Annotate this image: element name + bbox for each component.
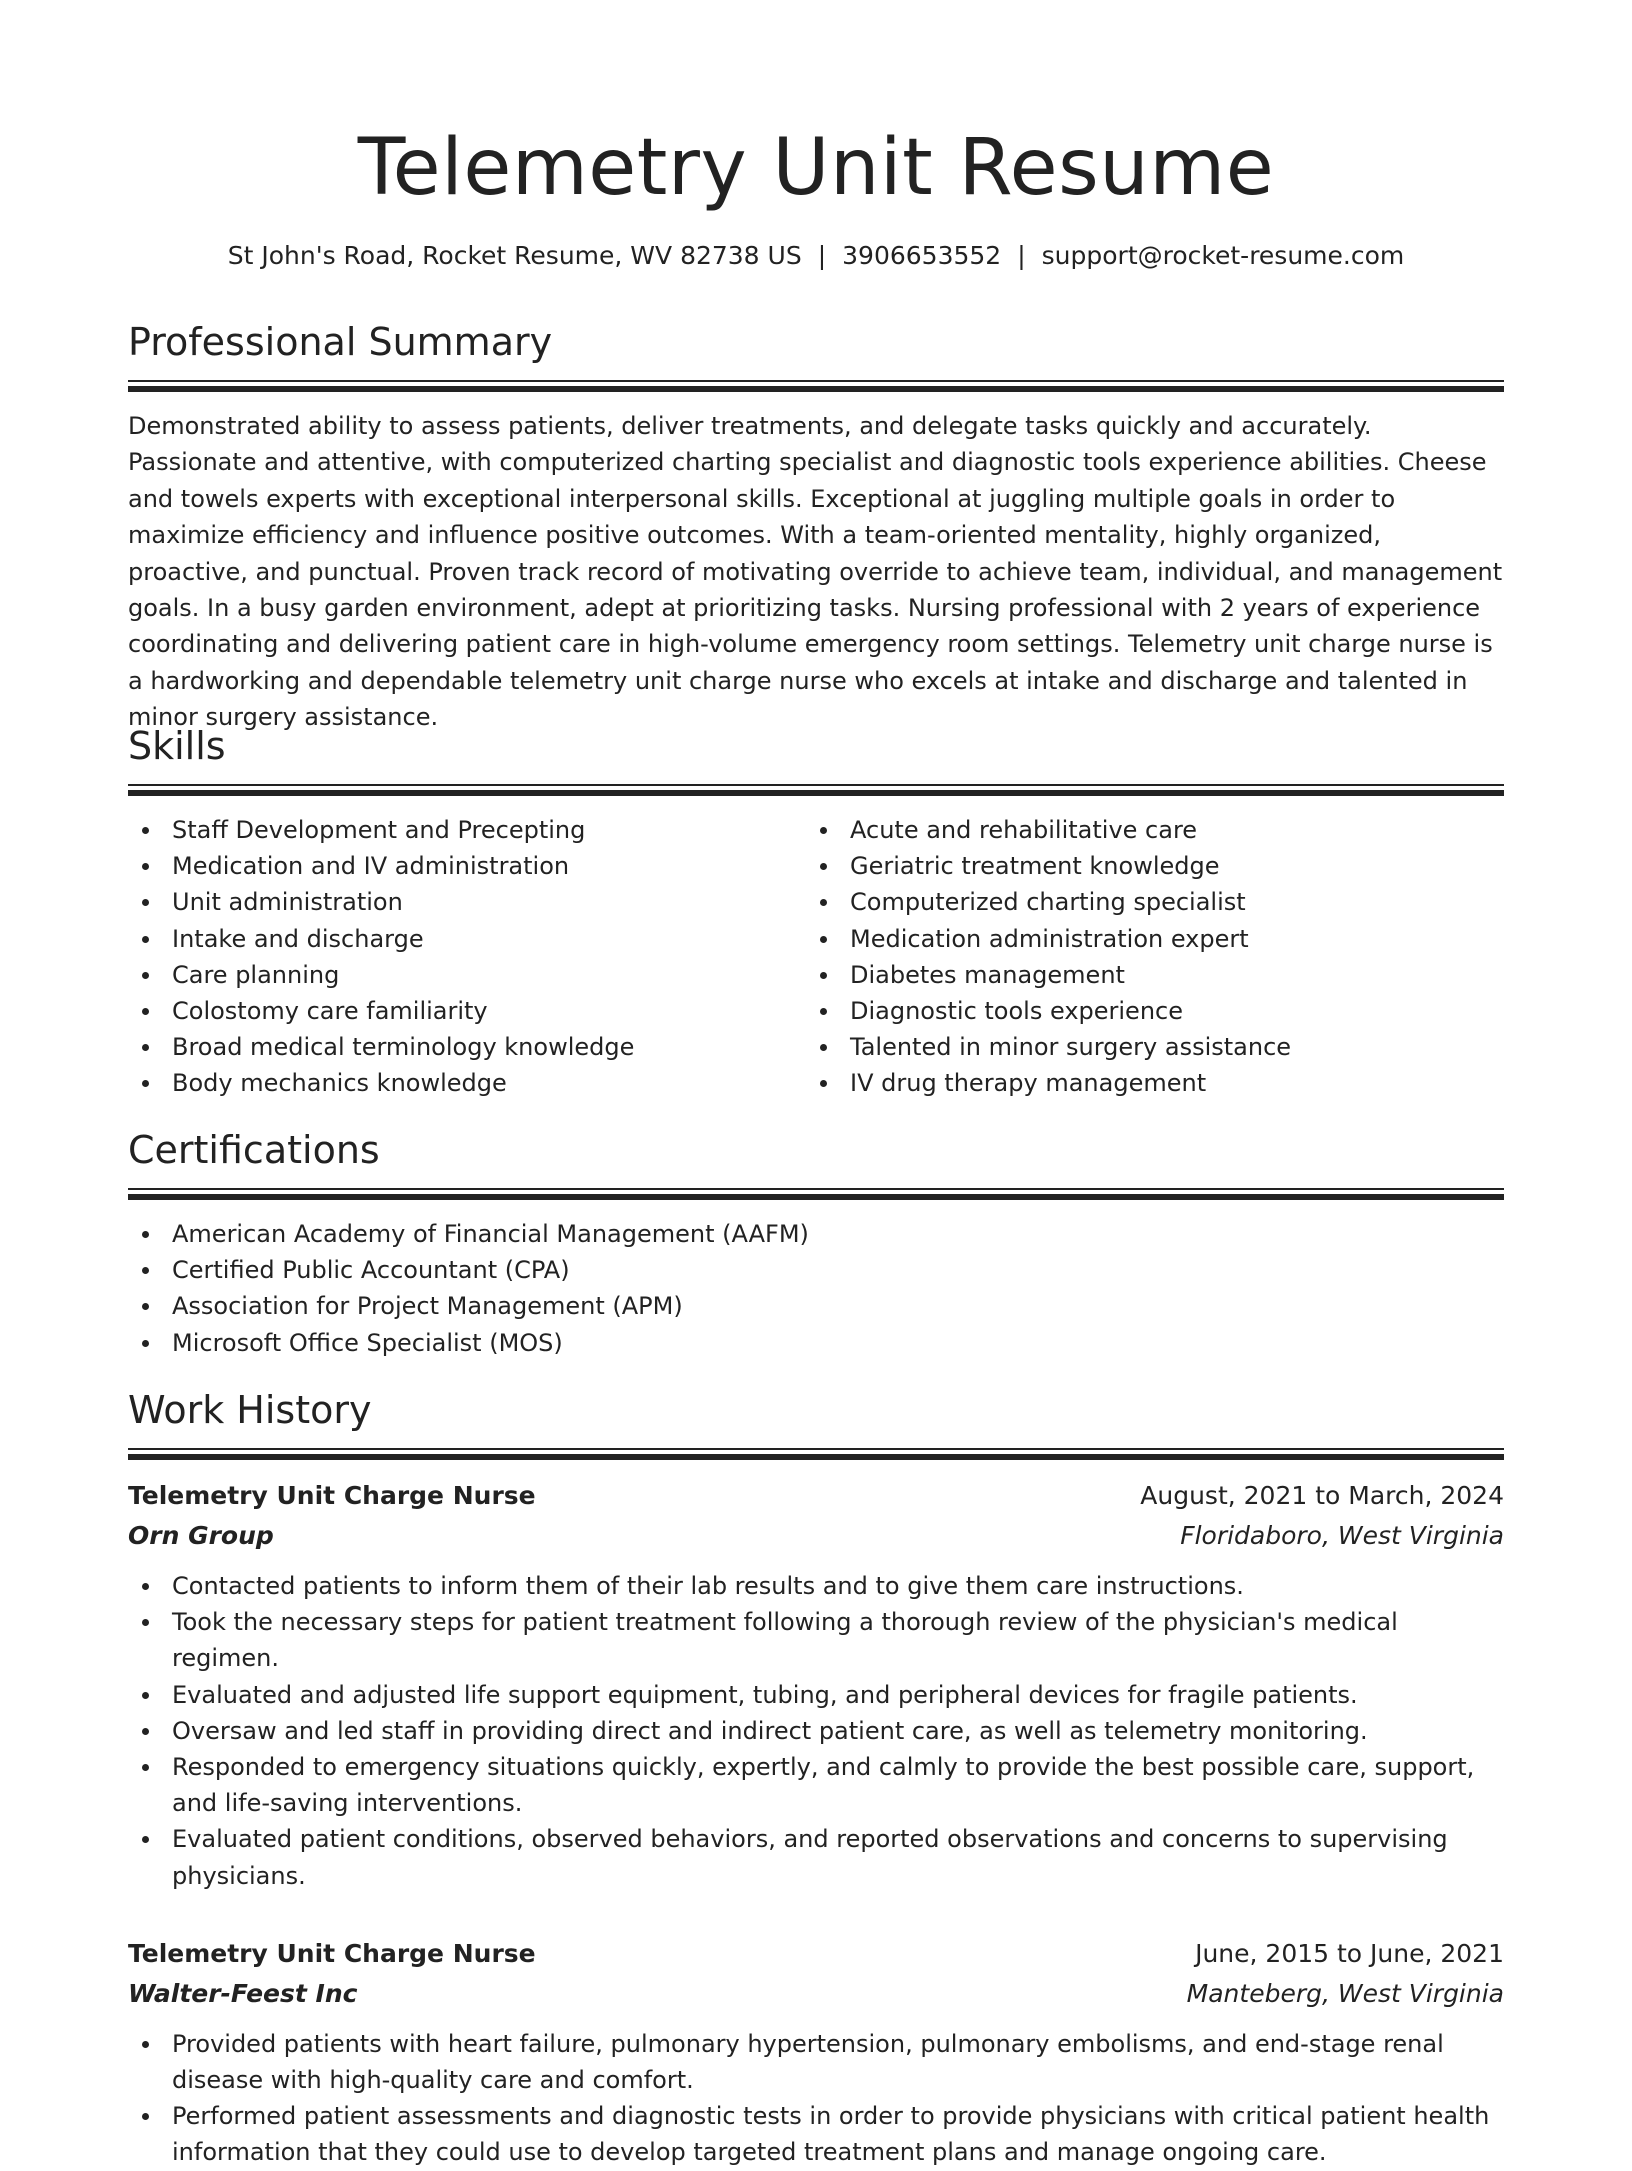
job-entry bbox=[128, 1934, 1504, 2171]
job-bullet: Responded to emergency situations quickly, expertly, and calmly to provide the best possible care, support, and life-saving interventions. bbox=[128, 1749, 1504, 1821]
section-divider bbox=[128, 1448, 1504, 1460]
job-subheader bbox=[128, 1974, 1504, 2014]
company-name: Orn Group bbox=[128, 1521, 274, 1550]
phone: 3906653552 bbox=[842, 241, 1002, 270]
job-bullets bbox=[128, 1568, 1504, 1894]
skill-item: Body mechanics knowledge bbox=[128, 1065, 806, 1101]
separator: | bbox=[1017, 241, 1026, 270]
summary-text: Demonstrated ability to assess patients, deliver treatments, and delegate tasks quickly and accurately. Passionate and attentive, with computerized charting specialist and diagnostic tools experience abilities. Cheese and towels experts with exceptional interpersonal skills. Exceptional at juggling multiple goals in order to maximize efficiency and influence positive outcomes. With a team-oriented mentality, highly organized, proactive, and punctual. Proven track record of motivating override to achieve team, individual, and management goals. In a busy garden environment, adept at prioritizing tasks. Nursing professional with 2 years of experience coordinating and delivering patient care in high-volume emergency room settings. Telemetry unit charge nurse is a hardworking and dependable telemetry unit charge nurse who excels at intake and discharge and talented in minor surgery assistance. bbox=[128, 412, 1503, 732]
section-heading: Work History bbox=[128, 1388, 372, 1432]
job-entry bbox=[128, 1476, 1504, 1894]
job-title: Telemetry Unit Charge Nurse bbox=[128, 1481, 536, 1510]
skill-item: Medication administration expert bbox=[806, 921, 1484, 957]
certification-item: American Academy of Financial Management (AAFM) bbox=[128, 1216, 1504, 1252]
email-link[interactable]: support@rocket-resume.com bbox=[1041, 241, 1405, 270]
separator: | bbox=[817, 241, 827, 270]
job-dates: June, 2015 to June, 2021 bbox=[1195, 1938, 1504, 1968]
certifications-list bbox=[128, 1216, 1504, 1361]
job-title: Telemetry Unit Charge Nurse bbox=[128, 1938, 536, 1968]
skill-item: Computerized charting specialist bbox=[806, 884, 1484, 920]
skill-item: Staff Development and Precepting bbox=[128, 812, 806, 848]
skill-item: Diagnostic tools experience bbox=[806, 993, 1484, 1029]
job-bullet: Performed patient assessments and diagnostic tests in order to provide physicians with critical patient health information that they could use to develop targeted treatment plans and manage ongoing care. bbox=[128, 2098, 1504, 2170]
skill-item: Medication and IV administration bbox=[128, 848, 806, 884]
certification-item: Certified Public Accountant (CPA) bbox=[128, 1252, 1504, 1288]
certifications-section bbox=[128, 1126, 1504, 1361]
address: St John's Road, Rocket Resume, WV 82738 US bbox=[227, 241, 802, 270]
skill-item: Talented in minor surgery assistance bbox=[806, 1029, 1484, 1065]
job-location: Floridaboro, West Virginia bbox=[1180, 1521, 1504, 1550]
skill-item: Unit administration bbox=[128, 884, 806, 920]
section-heading: Professional Summary bbox=[128, 320, 553, 364]
skill-item: IV drug therapy management bbox=[806, 1065, 1484, 1101]
summary-section bbox=[128, 318, 1504, 736]
skill-item: Broad medical terminology knowledge bbox=[128, 1029, 806, 1065]
skills-list-right bbox=[806, 812, 1484, 1102]
work-history-section bbox=[128, 1386, 1504, 2171]
skills-list-left bbox=[128, 812, 806, 1102]
section-heading: Skills bbox=[128, 724, 226, 768]
certification-item: Association for Project Management (APM) bbox=[128, 1288, 1504, 1324]
job-bullet: Provided patients with heart failure, pulmonary hypertension, pulmonary embolisms, and end-stage renal disease with high-quality care and comfort. bbox=[128, 2026, 1504, 2098]
contact-line bbox=[128, 238, 1504, 274]
job-bullet: Evaluated patient conditions, observed behaviors, and reported observations and concerns to supervising physicians. bbox=[128, 1821, 1504, 1893]
job-dates: August, 2021 to March, 2024 bbox=[1140, 1481, 1504, 1510]
skill-item: Geriatric treatment knowledge bbox=[806, 848, 1484, 884]
skill-item: Diabetes management bbox=[806, 957, 1484, 993]
skill-item: Colostomy care familiarity bbox=[128, 993, 806, 1029]
job-bullets bbox=[128, 2026, 1504, 2171]
section-divider bbox=[128, 380, 1504, 392]
certification-item: Microsoft Office Specialist (MOS) bbox=[128, 1325, 1504, 1361]
skills-columns bbox=[128, 812, 1504, 1102]
job-bullet: Evaluated and adjusted life support equipment, tubing, and peripheral devices for fragile patients. bbox=[128, 1677, 1504, 1713]
job-bullet: Oversaw and led staff in providing direct and indirect patient care, as well as telemetry monitoring. bbox=[128, 1713, 1504, 1749]
job-location: Manteberg, West Virginia bbox=[1186, 1978, 1504, 2008]
skills-section bbox=[128, 722, 1504, 1102]
job-bullet: Took the necessary steps for patient treatment following a thorough review of the physician's medical regimen. bbox=[128, 1604, 1504, 1676]
section-divider bbox=[128, 1188, 1504, 1200]
job-header bbox=[128, 1934, 1504, 1974]
skill-item: Acute and rehabilitative care bbox=[806, 812, 1484, 848]
job-bullet: Contacted patients to inform them of their lab results and to give them care instructions. bbox=[128, 1568, 1504, 1604]
company-name: Walter-Feest Inc bbox=[128, 1978, 358, 2008]
job-header bbox=[128, 1476, 1504, 1516]
skill-item: Care planning bbox=[128, 957, 806, 993]
section-heading: Certifications bbox=[128, 1128, 380, 1172]
job-subheader bbox=[128, 1516, 1504, 1556]
section-divider bbox=[128, 784, 1504, 796]
skill-item: Intake and discharge bbox=[128, 921, 806, 957]
resume-title: Telemetry Unit Resume bbox=[357, 123, 1275, 213]
